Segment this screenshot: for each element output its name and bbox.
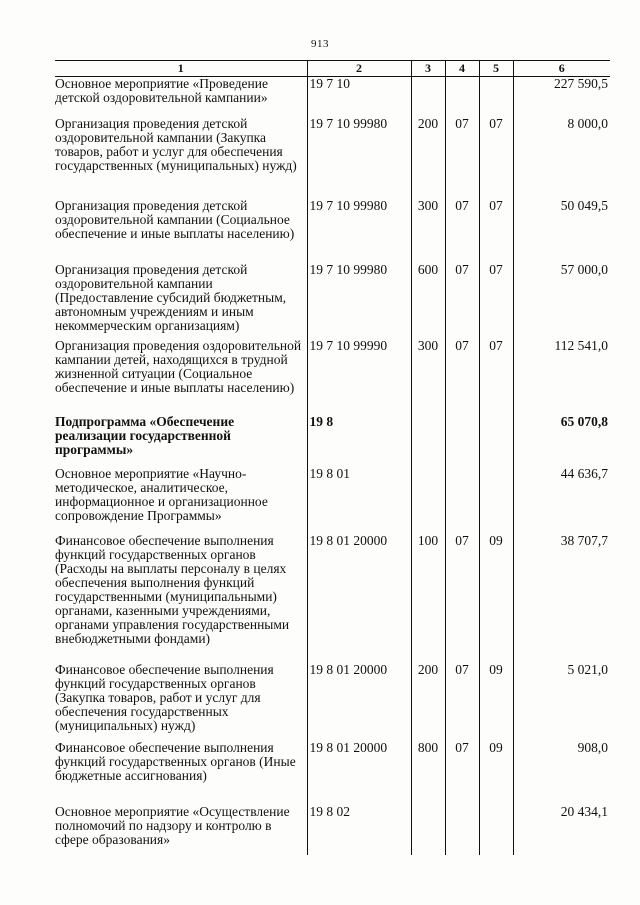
table-row — [55, 741, 610, 805]
row-col5-cell — [479, 415, 513, 467]
table-row — [55, 415, 610, 467]
row-name-cell: Основное мероприятие «Проведение детской оздоровительной кампании» — [55, 76, 268, 105]
table-row — [55, 77, 610, 117]
table-row — [55, 339, 610, 415]
row-code-cell: 19 8 01 20000 — [307, 663, 411, 741]
row-amount-cell: 908,0 — [513, 741, 610, 805]
row-col3-cell: 600 — [411, 263, 445, 339]
header-col-6: 6 — [513, 61, 610, 77]
row-col5-cell: 09 — [479, 663, 513, 741]
row-col4-cell — [445, 415, 479, 467]
row-amount-cell: 8 000,0 — [513, 117, 610, 199]
row-col5-cell: 09 — [479, 534, 513, 663]
row-col5-cell — [479, 77, 513, 117]
header-col-3: 3 — [411, 61, 445, 77]
header-col-2: 2 — [307, 61, 411, 77]
row-col4-cell: 07 — [445, 339, 479, 415]
table-row — [55, 263, 610, 339]
row-col3-cell — [411, 467, 445, 534]
row-col4-cell: 07 — [445, 117, 479, 199]
row-col5-cell: 07 — [479, 263, 513, 339]
row-name-cell: Организация проведения оздоровительной кампании детей, находящихся в трудной жизненной ситуации (Социальное обеспечение и иные выплаты населению) — [55, 337, 302, 395]
row-col4-cell — [445, 77, 479, 117]
page-number: 913 — [311, 38, 329, 50]
row-amount-cell: 65 070,8 — [513, 415, 610, 467]
table-row — [55, 467, 610, 534]
row-name-cell: Финансовое обеспечение выполнения функций государственных органов (Иные бюджетные ассигнования) — [55, 739, 296, 783]
table-row — [55, 663, 610, 741]
row-amount-cell: 50 049,5 — [513, 199, 610, 263]
row-name-cell: Финансовое обеспечение выполнения функций государственных органов (Закупка товаров, работ и услуг для обеспечения государственных (муниципальных) нужд) — [55, 661, 274, 733]
header-col-1: 1 — [55, 61, 307, 77]
row-col5-cell: 09 — [479, 741, 513, 805]
row-name-cell: Основное мероприятие «Научно-методическое, аналитическое, информационное и организационное сопровождение Программы» — [55, 465, 268, 523]
row-code-cell: 19 8 — [307, 415, 411, 467]
row-col3-cell: 300 — [411, 199, 445, 263]
row-col4-cell — [445, 467, 479, 534]
row-col3-cell: 200 — [411, 117, 445, 199]
row-name-cell: Организация проведения детской оздоровительной кампании (Закупка товаров, работ и услуг для обеспечения государственных (муниципальных) нужд) — [55, 115, 297, 173]
header-row — [55, 61, 610, 77]
row-col4-cell: 07 — [445, 534, 479, 663]
table-body — [55, 77, 610, 855]
row-col3-cell: 800 — [411, 741, 445, 805]
row-col3-cell: 100 — [411, 534, 445, 663]
row-amount-cell: 112 541,0 — [513, 339, 610, 415]
row-code-cell: 19 7 10 99980 — [307, 117, 411, 199]
row-amount-cell: 38 707,7 — [513, 534, 610, 663]
row-col4-cell: 07 — [445, 663, 479, 741]
row-col3-cell: 300 — [411, 339, 445, 415]
row-col3-cell: 200 — [411, 663, 445, 741]
row-col5-cell: 07 — [479, 339, 513, 415]
row-amount-cell: 57 000,0 — [513, 263, 610, 339]
row-amount-cell: 5 021,0 — [513, 663, 610, 741]
row-name-cell: Финансовое обеспечение выполнения функций государственных органов (Расходы на выплаты персоналу в целях обеспечения выполнения функций государственными (муниципальными) органами, казенными учреждениями, органами управления государственными внебюджетными фондами) — [55, 532, 290, 646]
row-col5-cell — [479, 805, 513, 855]
row-col3-cell — [411, 415, 445, 467]
row-code-cell: 19 8 01 — [307, 467, 411, 534]
row-amount-cell: 227 590,5 — [513, 77, 610, 117]
row-code-cell: 19 7 10 99980 — [307, 199, 411, 263]
row-col5-cell: 07 — [479, 199, 513, 263]
row-name-cell: Подпрограмма «Обеспечение реализации государственной программы» — [55, 413, 235, 457]
row-code-cell: 19 8 01 20000 — [307, 741, 411, 805]
row-code-cell: 19 7 10 99980 — [307, 263, 411, 339]
header-col-4: 4 — [445, 61, 479, 77]
row-col4-cell — [445, 805, 479, 855]
row-name-cell: Организация проведения детской оздоровительной кампании (Социальное обеспечение и иные выплаты населению) — [55, 197, 295, 241]
row-code-cell: 19 8 02 — [307, 805, 411, 855]
row-col3-cell — [411, 805, 445, 855]
table-row — [55, 117, 610, 199]
row-col5-cell: 07 — [479, 117, 513, 199]
table-row — [55, 805, 610, 855]
row-name-cell: Организация проведения детской оздоровительной кампании (Предоставление субсидий бюджетным, автономным учреждениям и иным некоммерческим организациям) — [55, 261, 287, 333]
table-row — [55, 534, 610, 663]
row-name-cell: Основное мероприятие «Осуществление полномочий по надзору и контролю в сфере образования» — [55, 803, 290, 847]
header-col-5: 5 — [479, 61, 513, 77]
row-col4-cell: 07 — [445, 741, 479, 805]
row-col4-cell: 07 — [445, 263, 479, 339]
table-row — [55, 199, 610, 263]
budget-table — [55, 60, 610, 855]
row-code-cell: 19 8 01 20000 — [307, 534, 411, 663]
row-amount-cell: 44 636,7 — [513, 467, 610, 534]
row-amount-cell: 20 434,1 — [513, 805, 610, 855]
row-code-cell: 19 7 10 99990 — [307, 339, 411, 415]
row-col3-cell — [411, 77, 445, 117]
row-col4-cell: 07 — [445, 199, 479, 263]
row-col5-cell — [479, 467, 513, 534]
row-code-cell: 19 7 10 — [307, 77, 411, 117]
